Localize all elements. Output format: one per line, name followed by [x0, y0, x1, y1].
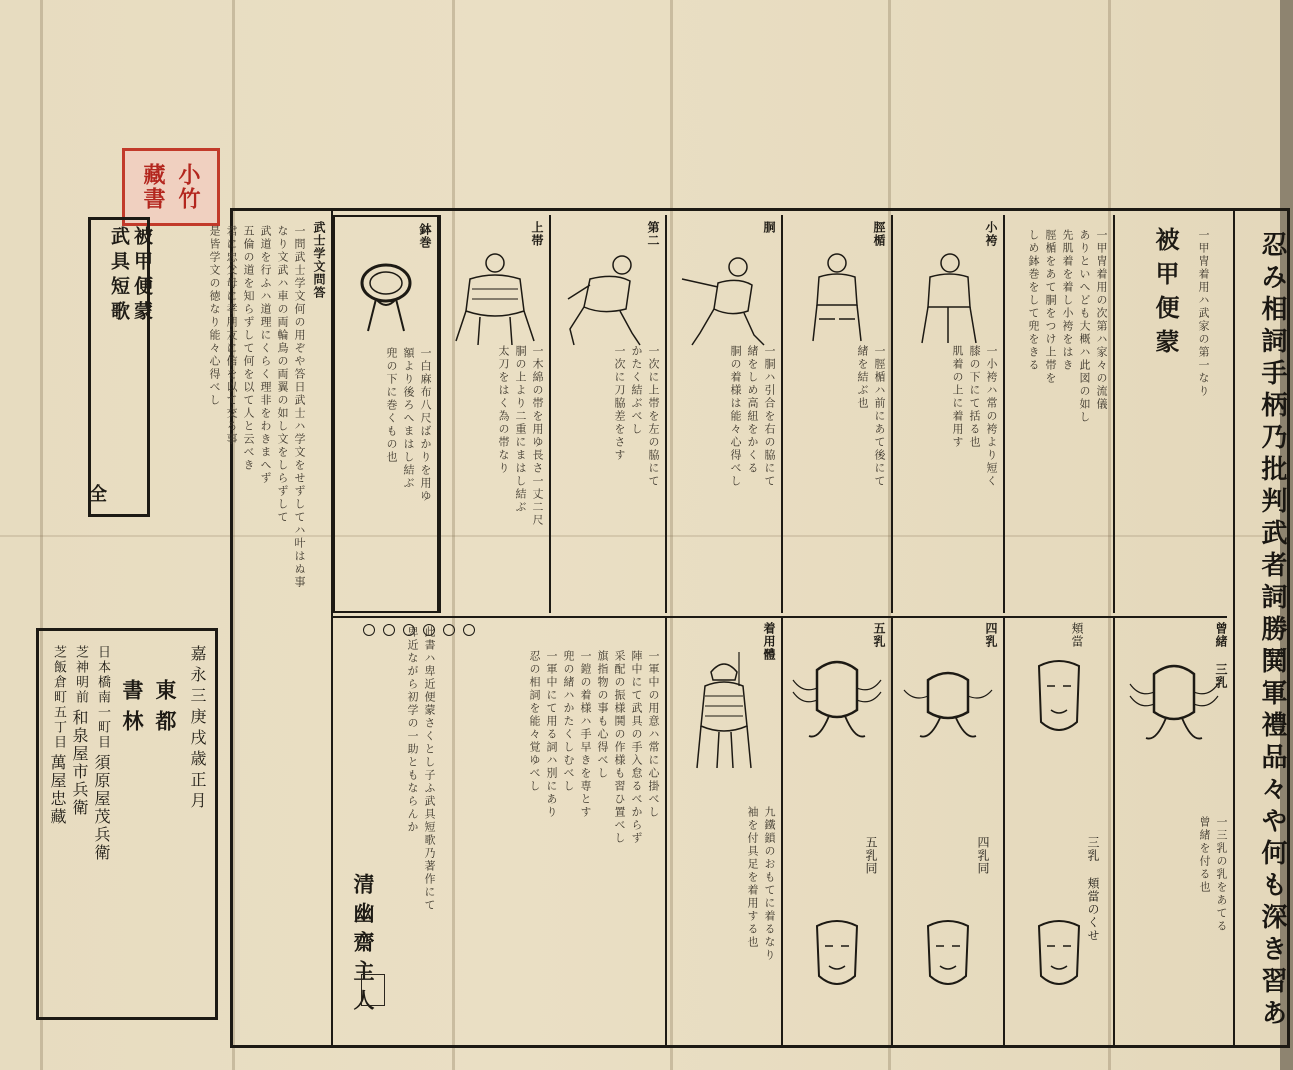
publisher-entry [93, 645, 109, 1003]
panel-itsuchi [781, 616, 891, 1046]
helmet-cord-illustration [1126, 656, 1222, 756]
publisher-name: 萬屋忠藏 [48, 754, 67, 826]
panel-caption: 三乳 頬當のくせ [1086, 836, 1100, 942]
panel-suneate [781, 215, 891, 613]
publisher-address: 芝飯倉町五丁目 [51, 645, 66, 750]
panel-title: 曾緒 三乳 [1214, 622, 1228, 689]
warrior-illustration [450, 249, 540, 349]
colophon-imprint [122, 645, 176, 1003]
colophon-date: 嘉永三庚戌歳正月 [188, 645, 207, 813]
panel-text: 一脛楯ハ前にあて後にて 緒を結ぶ也 [856, 345, 886, 488]
publisher-entry [49, 645, 65, 1003]
warrior-illustration [674, 249, 774, 349]
panel-title: 脛楯 [872, 221, 886, 247]
panel-kobakama [891, 215, 1003, 613]
panel-title: 五乳 [872, 622, 886, 648]
seal-text: 小竹 [175, 163, 201, 211]
cover-title-suffix: 全 [86, 484, 107, 508]
intro-label: 武士学文問答 [312, 221, 326, 299]
panel-title: 上帯 [530, 221, 544, 247]
panel-hachimaki [333, 215, 439, 613]
poem-text: 忍み相詞手柄乃批判武者詞勝鬨軍禮品々や何も深き習あ [1257, 231, 1287, 1031]
panel-title: 胴 [762, 221, 776, 234]
panel-text: 一小袴ハ常の袴より短く 膝の下にて括る也 肌着の上に着用す [951, 345, 998, 488]
publisher-entry [71, 645, 87, 1003]
panel-hoate [1113, 616, 1233, 1046]
publisher-address: 日本橋南一町目 [95, 645, 110, 750]
face-mask-illustration [807, 916, 867, 996]
panel-title: 頬當 [1070, 622, 1084, 648]
poem-panel [1233, 211, 1293, 1045]
panel-title: 小袴 [984, 221, 998, 247]
panel-text: 一胴ハ引合を右の脇にて 緒をしめ高紐をかくる 胴の着様は能々心得べし [729, 345, 776, 488]
panel-title: 着用體 [762, 622, 776, 661]
afterword-panel [333, 616, 665, 1046]
cover-title-slip [86, 217, 153, 517]
heading-panel [1113, 215, 1213, 613]
afterword-line: 此書ハ卑近便蒙さくとし子ふ武具短歌乃著作にて [423, 626, 436, 912]
publisher-name: 須原屋茂兵衛 [92, 754, 111, 862]
colophon-role: 書林 [120, 679, 145, 741]
panel-title: 鉢巻 [418, 223, 432, 249]
section-heading: 被甲便蒙 [1151, 227, 1180, 363]
print-frame [208, 208, 1290, 1048]
panel-title: 四乳 [984, 622, 998, 648]
face-mask-illustration [918, 916, 978, 996]
panel-caption: 五乳同 [864, 836, 878, 875]
collector-seal [122, 148, 220, 226]
panel-yochi [891, 616, 1003, 1046]
colophon [36, 628, 218, 1020]
colophon-city: 東都 [153, 679, 178, 741]
panel-text: 九鐵鎖のおもてに着るなり 袖を付具足を着用する也 [746, 806, 776, 962]
hachimaki-illustration [346, 251, 426, 341]
publisher-name: 和泉屋市兵衛 [70, 709, 89, 817]
author-seal [361, 974, 385, 1006]
panel-uwaobi [439, 215, 549, 613]
seal-text: 藏書 [140, 163, 166, 211]
helmet-cord-illustration [900, 666, 996, 756]
figure-illustration [908, 249, 988, 349]
warrior-illustration [560, 249, 656, 349]
face-mask-illustration [1029, 916, 1089, 996]
panel-mitsuchi [1003, 616, 1113, 1046]
panel-dai-ni [549, 215, 665, 613]
panel-text: 一木綿の帯を用ゆ長さ一丈二尺 胴の上より二重にまはし結ぶ 太刀をはく為の帯なり [497, 345, 544, 527]
cover-title-line: 被甲便蒙 [131, 226, 153, 326]
publisher-address: 芝神明前 [73, 645, 88, 705]
panel-do [665, 215, 781, 613]
panel-notes [1003, 215, 1113, 613]
panel-caption: 四乳同 [976, 836, 990, 875]
figure-illustration [797, 249, 877, 349]
intro-text: 一問武士学文何の用ぞや答日武士ハ学文をせずしてハ叶はぬ事 なり文武ハ車の両輪鳥の両翼の如し文をしらずして 武道を行ふハ道理にくらく理非をわきまへず 五倫の道を知らずして何を以て人と云べき 君に忠父母に孝朋友に信を以て交る事 是皆学文の徳なり能々心得べし [208, 225, 306, 589]
cover-title-line: 武具短歌 [108, 226, 130, 326]
panel-text: 一甲冑着用の次第ハ家々の流儀 ありといへども大概ハ此図の如し 先肌着を着し小袴をはき 脛楯をあて胴をつけ上帯を しめ鉢巻をして兜をきる [1027, 229, 1108, 424]
author-name: 清幽齋主人 [351, 873, 376, 1018]
afterword-text: 此書ハ卑近便蒙さくとし子ふ武具短歌乃著作にて 卑近ながら初学の一助ともならんか [406, 626, 436, 912]
face-mask-illustration [1029, 656, 1089, 746]
panel-text: 一白麻布八尺ばかりを用ゆ 額より後ろへまはし結ぶ 兜の下に巻くもの也 [385, 347, 432, 503]
armored-warrior-illustration [679, 646, 769, 776]
intro-panel [208, 211, 333, 1045]
panel-text: 一甲冑着用ハ武家の第一なり [1197, 229, 1210, 398]
panel-title: 第二 [646, 221, 660, 247]
helmet-cord-illustration [789, 650, 885, 760]
afterword-body: 一軍中の用意ハ常に心掛べし 陣中にて武具の手入怠るべからず 采配の振様鬨の作様も習ひ置べし 旗指物の事も心得べし 一鎧の着様ハ手早きを専とす 兜の緒ハかたくしむべし 一軍中にて用る詞ハ別にあり 忍の相詞を能々覚ゆべし [528, 650, 660, 845]
panel-chakuyo [665, 616, 781, 1046]
publisher-list [49, 645, 109, 1003]
panel-text: 一次に上帯を左の脇にて かたく結ぶべし 一次に刀脇差をさす [613, 345, 660, 488]
panel-text: 一三乳の乳をあてる 曾緒を付る也 [1198, 816, 1228, 933]
